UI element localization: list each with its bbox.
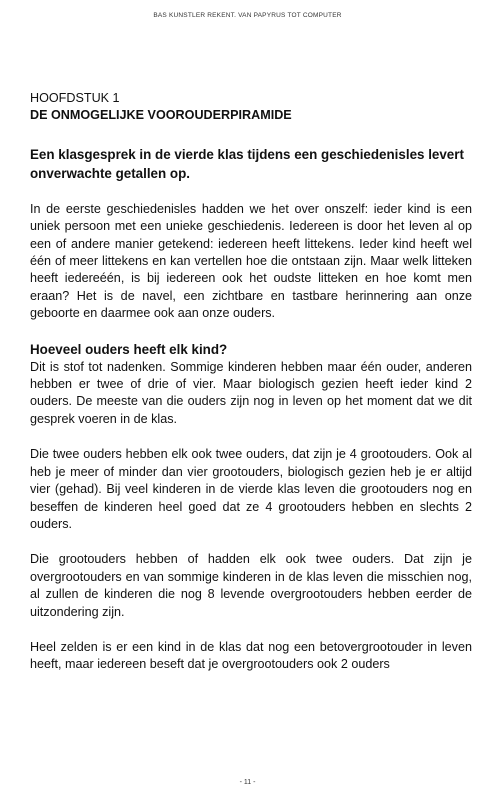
paragraph: Die twee ouders hebben elk ook twee ouders, dat zijn je 4 grootouders. Ook al heb je meer of minder dan vier grootouders, biologisch gezien heb je er altijd vier (gehad). Bij veel kinderen in de vierde klas leven die grootouders nog en beseffen de kinderen heel goed dat ze 4 grootouders hebben en slechts 2 ouders.: [30, 447, 472, 531]
paragraph: Die grootouders hebben of hadden elk ook twee ouders. Dat zijn je overgrootouders en van sommige kinderen in de klas leven die misschien nog, al zullen de kinderen die nog 8 levende overgrootouders hebben eerder de uitzondering zijn.: [30, 552, 472, 619]
section-heading: Hoeveel ouders heeft elk kind?: [30, 341, 228, 357]
paragraph: Heel zelden is er een kind in de klas dat nog een betovergrootouder in leven heeft, maar iedereen beseft dat je overgrootouders ook 2 ouders: [30, 639, 472, 672]
chapter-title: DE ONMOGELIJKE VOOROUDERPIRAMIDE: [30, 108, 292, 123]
paragraph: In de eerste geschiedenisles hadden we het over onszelf: ieder kind is een uniek persoon met een unieke geschiedenis. Iedereen is door het leven al op een of andere manier getekend: iedereen heeft littekens. Ieder kind heeft wel één of meer littekens en kan vertellen hoe die ontstaan zijn. Maar welk litteken heeft iedereéén, is bij iedereen ook het oudste litteken en hoe komt men eraan? Het is de navel, een zichtbare en tastbare herinnering aan onze geboorte en daarmee ook aan onze ouders.: [30, 201, 472, 321]
page-content: [30, 90, 472, 674]
chapter-label: HOOFDSTUK 1: [30, 91, 120, 105]
paragraph: Dit is stof tot nadenken. Sommige kinderen hebben maar één ouder, anderen hebben er twee of drie of vier. Maar biologisch gezien heeft ieder kind 2 ouders. De meeste van die ouders zijn nog in leven op het moment dat we dit gesprek voeren in de klas.: [30, 359, 472, 426]
running-header: BAS KUNSTLER REKENT. VAN PAPYRUS TOT COMPUTER: [153, 12, 342, 19]
page-number: - 11 -: [239, 779, 256, 786]
chapter-lead: Een klasgesprek in de vierde klas tijdens een geschiedenisles levert onverwachte getallen op.: [30, 146, 464, 181]
